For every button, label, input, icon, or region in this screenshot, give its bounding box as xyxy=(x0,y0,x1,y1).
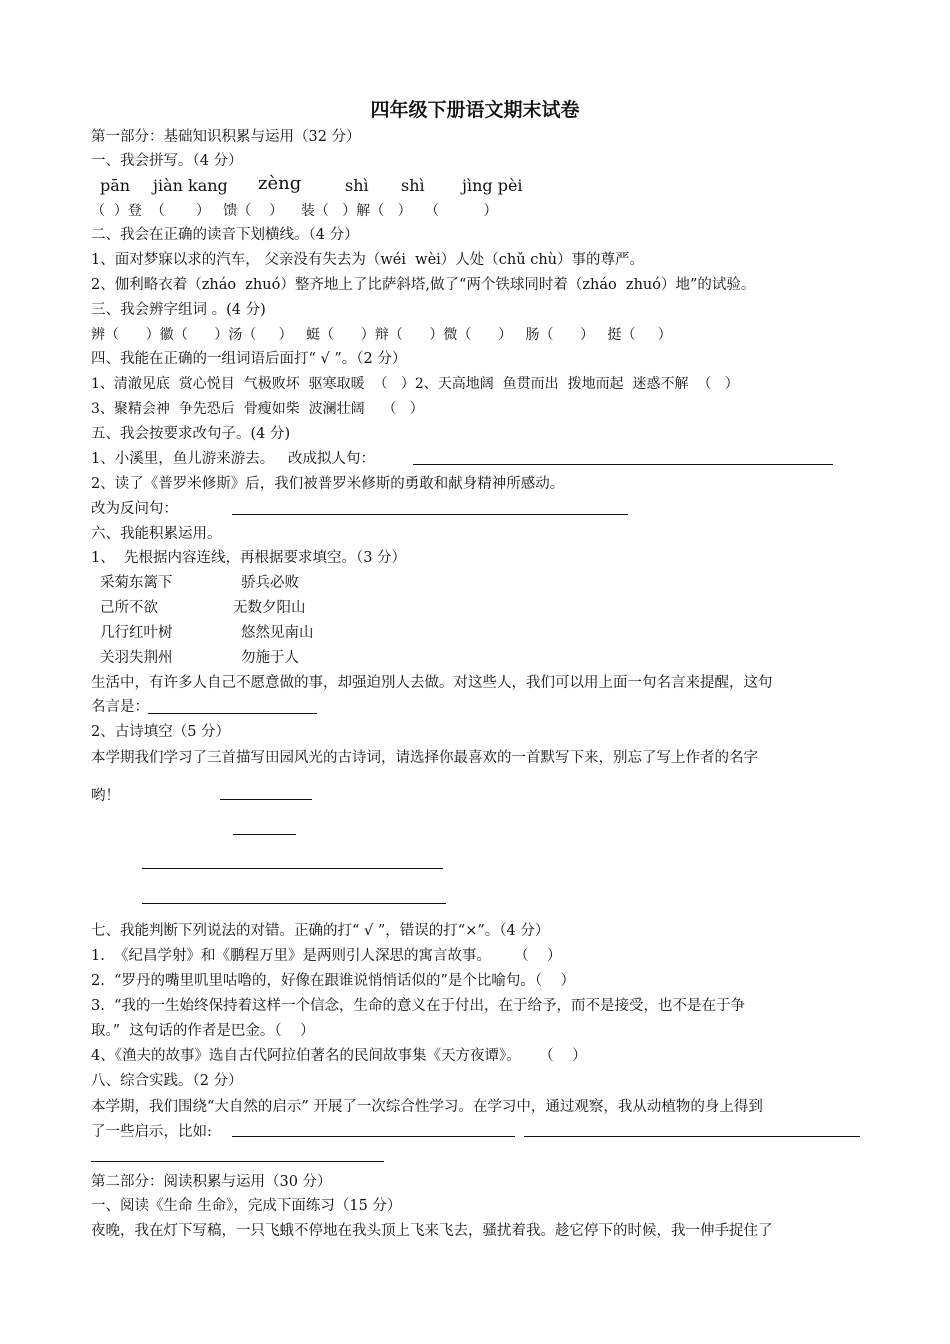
q7-statement-4: 4、《渔夫的故事》选自古代阿拉伯著名的民间故事集《天方夜谭》。 （ ） xyxy=(91,1048,587,1064)
q6-sub2: 2、古诗填空（5 分） xyxy=(91,724,231,740)
q4-line-1: 1、清澈见底 赏心悦目 气极败坏 驱寒取暖 （ ）2、天高地阔 鱼贯而出 拨地而起 迷惑不解 （ ） xyxy=(91,376,739,392)
poem-paragraph: 本学期我们学习了三首描写田园风光的古诗词，请选择你最喜欢的一首默写下来，别忘了写上作者的名字 xyxy=(91,750,758,766)
poem-line-4[interactable] xyxy=(142,903,446,904)
match-left-3[interactable]: 几行红叶树 xyxy=(100,625,173,641)
poem-line-2[interactable] xyxy=(233,834,296,835)
pinyin-3: zèng xyxy=(258,173,302,194)
match-right-4[interactable]: 勿施于人 xyxy=(241,650,299,666)
q2-sentence-2: 2、伽利略衣着（zháo zhuó）整齐地上了比萨斜塔,做了“两个铁球同时着（zháo zhuó）地”的试验。 xyxy=(91,277,756,293)
q6-sub1: 1、 先根据内容连线，再根据要求填空。（3 分） xyxy=(91,550,407,566)
q6-paragraph: 生活中，有许多人自己不愿意做的事，却强迫別人去做。对这些人，我们可以用上面一句名言来提醒，这句 xyxy=(91,675,773,691)
q8-heading: 八、综合实践。（2 分） xyxy=(91,1073,243,1089)
pinyin-4: shì xyxy=(345,176,369,195)
q2-sentence-1: 1、面对梦寐以求的汽车， 父亲没有失去为（wéi wèi）人处（chǔ chù）事的尊严。 xyxy=(91,252,645,268)
q3-line: 辨（ ）徽（ ）汤（ ） 蜓（ ）辩（ ）微（ ） 肠（ ） 挺（ ） xyxy=(91,327,672,343)
part2-heading: 第二部分：阅读积累与运用（30 分） xyxy=(91,1174,332,1190)
answer-line[interactable] xyxy=(148,713,317,714)
q5-sentence-2: 2、读了《普罗米修斯》后，我们被普罗米修斯的勇敢和献身精神所感动。 xyxy=(91,476,565,492)
page-title: 四年级下册语文期末试卷 xyxy=(370,99,580,121)
q2-heading: 二、我会在正确的读音下划横线。（4 分） xyxy=(91,227,359,243)
q6-paragraph-2: 名言是： xyxy=(91,699,149,715)
q4-line-2: 3、聚精会神 争先恐后 骨瘦如柴 波澜壮阔 （ ） xyxy=(91,401,424,417)
q8-paragraph-2: 了一些启示，比如: xyxy=(91,1124,212,1140)
match-right-3[interactable]: 悠然见南山 xyxy=(241,625,314,641)
q7-statement-3b: 取。” 这句话的作者是巴金。（ ） xyxy=(91,1023,315,1039)
part2-q1-heading: 一、阅读《生命 生命》，完成下面练习（15 分） xyxy=(91,1198,402,1214)
answer-line[interactable] xyxy=(413,464,833,465)
q3-heading: 三、我会辨字组词 。(4 分) xyxy=(91,302,266,318)
q5-sentence-1: 1、小溪里，鱼儿游来游去。 改成拟人句： xyxy=(91,451,376,467)
pinyin-5: shì xyxy=(401,176,425,195)
pinyin-6: jìng pèi xyxy=(462,176,523,195)
poem-line-1[interactable] xyxy=(220,799,312,800)
q1-blanks: （ ）登 （ ） 馈（ ） 装（ ）解（ ） （ ） xyxy=(91,203,498,219)
answer-line[interactable] xyxy=(91,1161,384,1162)
part2-paragraph: 夜晚，我在灯下写稿，一只飞蛾不停地在我头顶上飞来飞去，骚扰着我。趁它停下的时候，我一伸手捉住了 xyxy=(91,1223,773,1239)
answer-line[interactable] xyxy=(232,514,628,515)
q8-paragraph-1: 本学期，我们围绕“大自然的启示” 开展了一次综合性学习。在学习中，通过观察，我从动植物的身上得到 xyxy=(91,1099,763,1115)
q5-heading: 五、我会按要求改句子。(4 分) xyxy=(91,426,291,442)
q1-heading: 一、我会拼写。（4 分） xyxy=(91,153,243,169)
answer-line[interactable] xyxy=(232,1136,515,1137)
part1-heading: 第一部分：基础知识积累与运用（32 分） xyxy=(91,129,361,145)
poem-line-3[interactable] xyxy=(142,868,443,869)
match-left-1[interactable]: 采菊东篱下 xyxy=(100,575,173,591)
match-left-2[interactable]: 己所不欲 xyxy=(100,600,158,616)
q7-heading: 七、我能判断下列说法的对错。正确的打“ √ ”，错误的打“×”。（4 分） xyxy=(91,923,550,939)
q6-heading: 六、我能积累运用。 xyxy=(91,526,222,542)
pinyin-2: jiàn kang xyxy=(153,176,228,195)
match-left-4[interactable]: 关羽失荆州 xyxy=(100,650,173,666)
q7-statement-3: 3. “我的一生始终保持着这样一个信念，生命的意义在于付出，在于给予，而不是接受，也不是在于争 xyxy=(91,998,745,1014)
q4-heading: 四、我能在正确的一组词语后面打“ √ ”。（2 分） xyxy=(91,351,407,367)
pinyin-1: pān xyxy=(100,176,131,195)
answer-line[interactable] xyxy=(524,1136,860,1137)
q5-sentence-2b: 改为反问句： xyxy=(91,501,178,517)
match-right-1[interactable]: 骄兵必败 xyxy=(241,575,299,591)
q7-statement-1: 1. 《纪昌学射》和《鹏程万里》是两则引人深思的寓言故事。 （ ） xyxy=(91,948,562,964)
match-right-2[interactable]: 无数夕阳山 xyxy=(233,600,306,616)
q7-statement-2: 2. “罗丹的嘴里叽里咕噜的，好像在跟谁说悄悄话似的”是个比喻句。（ ） xyxy=(91,973,576,989)
poem-paragraph-2: 哟！ xyxy=(91,788,120,804)
